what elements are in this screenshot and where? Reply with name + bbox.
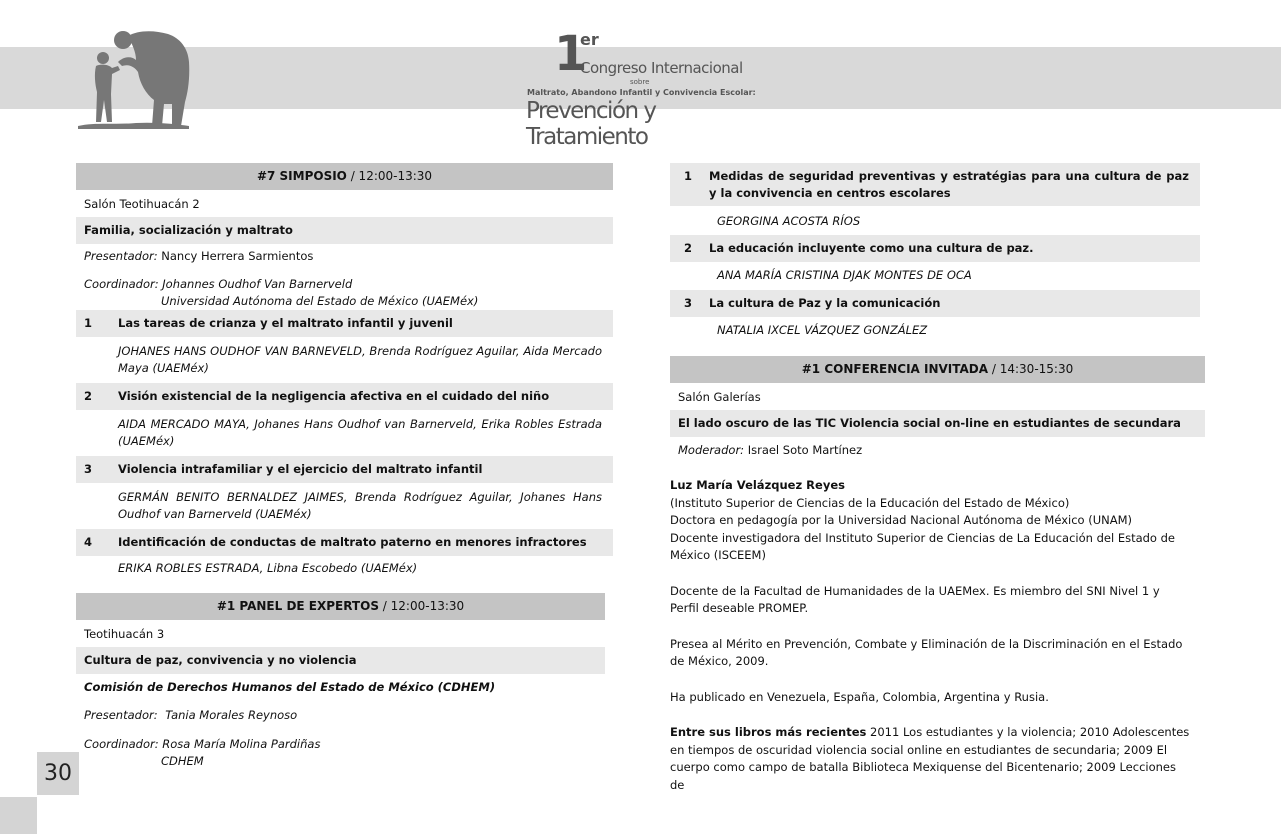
bio-books (670, 724, 1190, 794)
panel-item-2 (670, 235, 1200, 262)
presenter-label: Presentador: (84, 708, 158, 722)
panel-item-1 (670, 163, 1200, 206)
coordinator-institution: CDHEM (161, 754, 204, 768)
title-congreso: Congreso Internacional (580, 59, 743, 77)
item-number: 2 (84, 389, 93, 403)
conferencia-time: / 14:30-15:30 (991, 362, 1074, 376)
item-authors: AIDA MERCADO MAYA, Johanes Hans Oudhof van Barnerveld, Erika Robles Estrada (UAEMéx) (118, 417, 602, 448)
simposio-presenter (76, 244, 613, 271)
panel-topic: Cultura de paz, convivencia y no violencia (76, 647, 605, 674)
conferencia-room: Salón Galerías (678, 390, 761, 404)
bio-line: Doctora en pedagogía por la Universidad Nacional Autónoma de México (UNAM) (670, 513, 1133, 527)
panel-label: #1 PANEL DE EXPERTOS (216, 599, 379, 613)
item-number: 1 (684, 169, 693, 183)
bio-paragraph: Docente de la Facultad de Humanidades de la UAEMex. Es miembro del SNI Nivel 1 y Perfil deseable PROMEP. (670, 583, 1160, 615)
item-title: La educación incluyente como una cultura de paz. (709, 241, 1034, 255)
title-subtitle: Maltrato, Abandono Infantil y Convivencia Escolar: (527, 88, 756, 97)
panel-item-1-author (670, 206, 1200, 235)
item-title: Las tareas de crianza y el maltrato infantil y juvenil (118, 316, 453, 330)
item-authors: GERMÁN BENITO BERNALDEZ JAIMES, Brenda Rodríguez Aguilar, Johanes Hans Oudhof van Barnerveld (UAEMéx) (118, 490, 602, 521)
speaker-name: Luz María Velázquez Reyes (670, 478, 845, 492)
item-title: Violencia intrafamiliar y el ejercicio del maltrato infantil (118, 462, 483, 476)
item-title: Medidas de seguridad preventivas y estratégias para una cultura de paz y la convivencia en centros escolares (709, 169, 1189, 200)
presenter-name: Nancy Herrera Sarmientos (161, 249, 314, 263)
panel-block (76, 593, 605, 770)
bio-books-text: 2011 Los estudiantes y la violencia; 2010 Adolescentes en tiempos de oscuridad violencia social online en estudiantes de secundaria; 2009 El cuerpo como campo de batalla Biblioteca Mexiquense del Bicentenario; 2009 Lecciones de (670, 725, 1190, 792)
moderator-name: Israel Soto Martínez (747, 443, 863, 457)
left-column (76, 163, 613, 770)
simposio-item-3-authors (76, 483, 613, 529)
item-number: 3 (684, 296, 693, 310)
page-number: 30 (44, 761, 72, 786)
bio-line: Docente investigadora del Instituto Superior de Ciencias de La Educación del Estado de México (ISCEEM) (670, 530, 1175, 562)
moderator-label: Moderador: (678, 443, 745, 457)
item-number: 1 (84, 316, 93, 330)
coordinator-name: Rosa María Molina Pardiñas (162, 737, 321, 751)
title-main: Prevención y Tratamiento (526, 98, 656, 150)
simposio-item-4-authors (76, 556, 613, 593)
simposio-topic: Familia, socialización y maltrato (76, 217, 613, 244)
panel-items (670, 163, 1200, 346)
item-title: La cultura de Paz y la comunicación (709, 296, 941, 310)
coordinator-name: Johannes Oudhof Van Barnerveld (162, 277, 353, 291)
item-number: 2 (684, 241, 693, 255)
item-authors: ERIKA ROBLES ESTRADA, Libna Escobedo (UAEMéx) (118, 561, 418, 575)
simposio-header (76, 163, 613, 190)
item-number: 3 (84, 462, 93, 476)
title-number: 1 (554, 26, 586, 82)
item-author: NATALIA IXCEL VÁZQUEZ GONZÁLEZ (717, 323, 928, 337)
panel-room: Teotihuacán 3 (84, 627, 165, 641)
mother-child-logo-icon (76, 28, 196, 132)
presenter-label: Presentador: (84, 249, 158, 263)
simposio-time: / 12:00-13:30 (350, 169, 433, 183)
speaker-bio (670, 477, 1190, 794)
panel-header (76, 593, 605, 620)
simposio-item-2-authors (76, 410, 613, 456)
coordinator-label: Coordinador: (84, 737, 159, 751)
simposio-item-3 (76, 456, 613, 483)
simposio-item-4 (76, 529, 613, 556)
conferencia-topic: El lado oscuro de las TIC Violencia social on-line en estudiantes de secundara (670, 410, 1205, 437)
simposio-item-2 (76, 383, 613, 410)
simposio-item-1-authors (76, 337, 613, 383)
bio-paragraph: Presea al Mérito en Prevención, Combate y Eliminación de la Discriminación en el Estado de México, 2009. (670, 636, 1183, 668)
panel-item-2-author (670, 262, 1200, 290)
coordinator-label: Coordinador: (84, 277, 159, 291)
panel-presenter (76, 702, 605, 730)
item-authors: JOHANES HANS OUDHOF VAN BARNEVELD, Brenda Rodríguez Aguilar, Aida Mercado Maya (UAEMéx) (118, 344, 602, 375)
item-author: ANA MARÍA CRISTINA DJAK MONTES DE OCA (717, 268, 972, 282)
bio-line: (Instituto Superior de Ciencias de la Educación del Estado de México) (670, 495, 1070, 510)
right-column (670, 163, 1205, 794)
conferencia-label: #1 CONFERENCIA INVITADA (801, 362, 989, 376)
presenter-name: Tania Morales Reynoso (165, 708, 298, 722)
bio-books-label: Entre sus libros más recientes (670, 725, 867, 739)
panel-organization: Comisión de Derechos Humanos del Estado de México (CDHEM) (84, 680, 496, 694)
conferencia-moderator (670, 437, 1205, 465)
simposio-coordinator (76, 271, 613, 310)
title-ordinal: er (580, 30, 599, 49)
simposio-label: #7 SIMPOSIO (256, 169, 347, 183)
coordinator-institution: Universidad Autónoma del Estado de México (UAEMéx) (161, 294, 479, 308)
corner-decoration (0, 797, 37, 834)
simposio-room: Salón Teotihuacán 2 (84, 197, 200, 211)
title-sobre: sobre (630, 78, 650, 86)
panel-item-3 (670, 290, 1200, 317)
item-author: GEORGINA ACOSTA RÍOS (717, 214, 861, 228)
item-number: 4 (84, 535, 93, 549)
panel-item-3-author (670, 317, 1200, 346)
item-title: Visión existencial de la negligencia afectiva en el cuidado del niño (118, 389, 550, 403)
bio-paragraph: Ha publicado en Venezuela, España, Colombia, Argentina y Rusia. (670, 689, 1049, 704)
simposio-item-1 (76, 310, 613, 337)
panel-time: / 12:00-13:30 (382, 599, 465, 613)
conferencia-header (670, 356, 1205, 383)
item-title: Identificación de conductas de maltrato paterno en menores infractores (118, 535, 587, 549)
panel-coordinator (76, 730, 605, 770)
